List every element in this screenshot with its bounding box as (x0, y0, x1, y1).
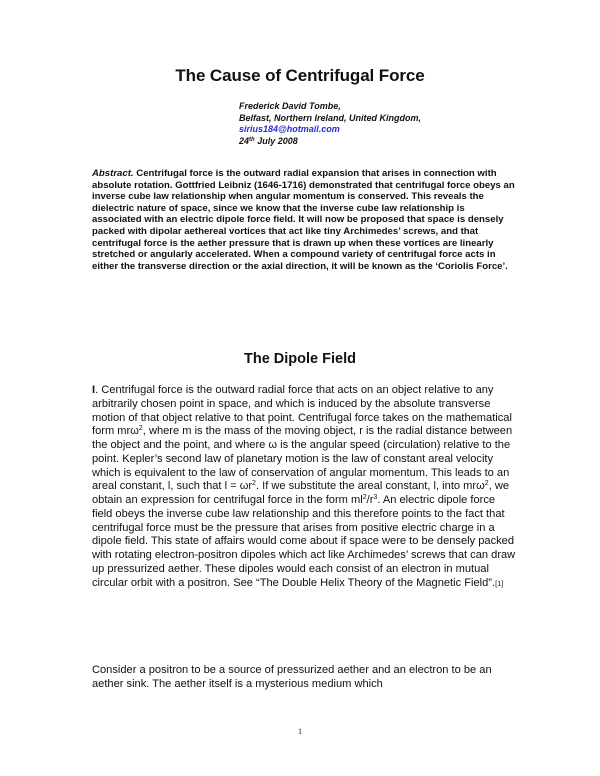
p1-text-6: . An electric dipole force field obeys the inverse cube law relationship and this therefore points to the fact that centrifugal force must be the pressure that arises from positive electric charge in a dipole field. This state of affairs would come about if space were to be densely packed with rotating electron-positron dipoles which act like Archimedes’ screws that can draw up pressurized aether. These dipoles would each consist of an electron in mutual circular orbit with a positron. See “The Double Helix Theory of the Magnetic Field”. (92, 494, 516, 589)
date-rest: July 2008 (254, 135, 298, 146)
p1-sup-1: 2 (138, 425, 143, 433)
date-day: 24 (239, 135, 250, 146)
p1-text-1: . Centrifugal force is the outward radial force that acts on an object relative to any arbitrarily chosen point in space, and which is induced by the absolute transverse motion of that object relative to that point. Centrifugal force takes on the mathematical form mrω (92, 384, 512, 438)
page-title: The Cause of Centrifugal Force (175, 66, 425, 85)
author-block (239, 101, 421, 147)
abstract (92, 168, 516, 272)
abstract-text: Centrifugal force is the outward radial expansion that arises in connection with absolute rotation. Gottfried Leibniz (1646-1716) demonstrated that centrifugal force obeys an inverse cube law relationship when angular momentum is conserved. This reveals the dielectric nature of space, since we know that the inverse cube law relationship is associated with an electric dipole force field. It will now be proposed that space is densely packed with dipolar aethereal vortices that act like tiny Archimedes’ screws, and that centrifugal force is the aether pressure that is drawn up when these vortices are linearly stretched or angularly accelerated. When a compound variety of centrifugal force acts in either the transverse direction or the axial direction, it will be known as the ‘Coriolis Force’. (92, 168, 515, 272)
p1-sup-5: 3 (373, 494, 378, 501)
paragraph-numeral: I (92, 384, 96, 396)
reference-link[interactable]: [1] (495, 578, 504, 588)
abstract-label: Abstract. (92, 168, 134, 179)
author-location: Belfast, Northern Ireland, United Kingdom, (239, 112, 422, 123)
author-name: Frederick David Tombe, (239, 101, 341, 111)
p1-text-2: , where m is the mass of the moving object, r is the radial distance between the object and the point, and where ω is the angular speed (circulation) relative to the point. Kepler’s second law of planetary motion is the law of constant areal velocity which is equivalent to the law of conservation of angular momentum. This leads to an areal constant, l, such that l = ωr (92, 425, 513, 493)
p1-sup-2: 2 (252, 480, 256, 488)
paragraph-2: Consider a positron to be a source of pressurized aether and an electron to be an aether sink. The aether itself is a mysterious medium which (92, 664, 492, 690)
p1-sup-3: 2 (484, 480, 489, 488)
p1-text-3: . If we substitute the areal constant, l, into mrω (255, 480, 485, 493)
p1-sup-4: 2 (362, 494, 367, 501)
section-heading: The Dipole Field (244, 351, 356, 367)
author-email[interactable]: sirius184@hotmail.com (239, 124, 340, 134)
author-date (239, 136, 421, 148)
page-number: 1 (298, 727, 302, 736)
date-suffix: th (249, 136, 255, 143)
paragraph-1 (92, 384, 516, 590)
p1-text-5: /r (366, 494, 374, 506)
p1-text-4: , we obtain an expression for centrifugal force in the form ml (92, 480, 510, 506)
